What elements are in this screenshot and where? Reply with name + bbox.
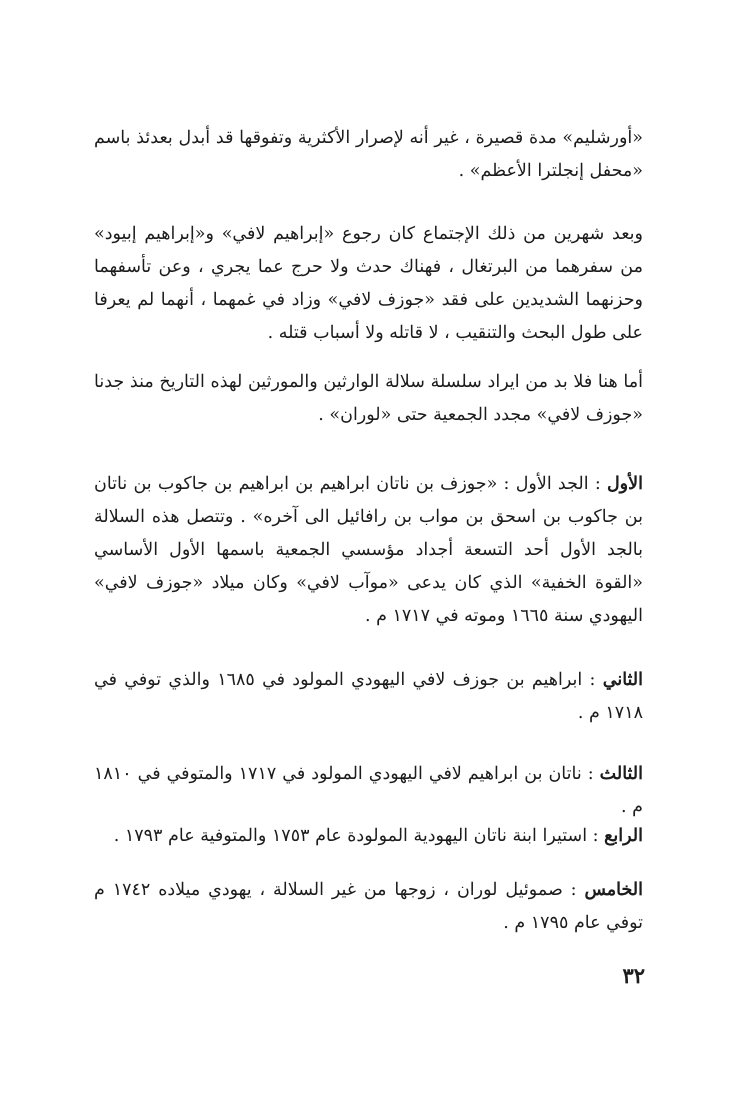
paragraph-return-from-portugal [94, 218, 643, 350]
lineage-label: الأول [606, 474, 643, 494]
lineage-entry-fourth [94, 820, 643, 853]
paragraph-text: وبعد شهرين من ذلك الإجتماع كان رجوع «إبراهيم لافي» و«إبراهيم إبيود» من سفرهما من البرتغال ، فهناك حدث ولا حرج عما يجري ، وعن تأسفهما وحزنهما الشديدين على فقد «جوزف لافي» وزاد في غمهما ، أنهما لم يعرفا على طول البحث والتنقيب ، لا قاتله ولا أسباب قتله . [94, 224, 643, 343]
lineage-label: الثالث [599, 764, 643, 784]
lineage-text: : الجد الأول : «جوزف بن ناتان ابراهيم بن ابراهيم بن جاكوب بن ناتان بن جاكوب بن اسحق بن مواب بن رافائيل الى آخره» . وتتصل هذه السلالة بالجد الأول أحد التسعة أجداد مؤسسي الجمعية باسمها الأول الأساسي «القوة الخفية» الذي كان يدعى «موآب لافي» وكان ميلاد «جوزف لافي» اليهودي سنة ١٦٦٥ وموته في ١٧١٧ م . [94, 474, 643, 626]
paragraph-text: أما هنا فلا بد من ايراد سلسلة سلالة الوارثين والمورثين لهذه التاريخ منذ جدنا «جوزف لافي» مجدد الجمعية حتى «لوران» . [94, 372, 643, 425]
lineage-label: الرابع [604, 826, 643, 846]
lineage-entry-fifth [94, 874, 643, 940]
lineage-text: : ناتان بن ابراهيم لافي اليهودي المولود في ١٧١٧ والمتوفي في ١٨١٠ م . [94, 764, 643, 817]
paragraph-text: «أورشليم» مدة قصيرة ، غير أنه لإصرار الأكثرية وتفوقها قد أبدل بعدئذ باسم «محفل إنجلترا الأعظم» . [94, 128, 643, 181]
lineage-text: : صموئيل لوران ، زوجها من غير السلالة ، يهودي ميلاده ١٧٤٢ م توفي عام ١٧٩٥ م . [94, 880, 643, 933]
lineage-entry-third [94, 758, 643, 824]
lineage-entry-first [94, 468, 643, 633]
lineage-label: الخامس [584, 880, 643, 900]
lineage-label: الثاني [602, 670, 643, 690]
lineage-text: : ابراهيم بن جوزف لافي اليهودي المولود في ١٦٨٥ والذي توفي في ١٧١٨ م . [94, 670, 643, 723]
paragraph-orshalim [94, 122, 643, 188]
lineage-text: : استيرا ابنة ناتان اليهودية المولودة عام ١٧٥٣ والمتوفية عام ١٧٩٣ . [113, 826, 599, 846]
page-number: ٣٢ [622, 963, 645, 988]
lineage-entry-second [94, 664, 643, 730]
paragraph-lineage-intro [94, 366, 643, 432]
